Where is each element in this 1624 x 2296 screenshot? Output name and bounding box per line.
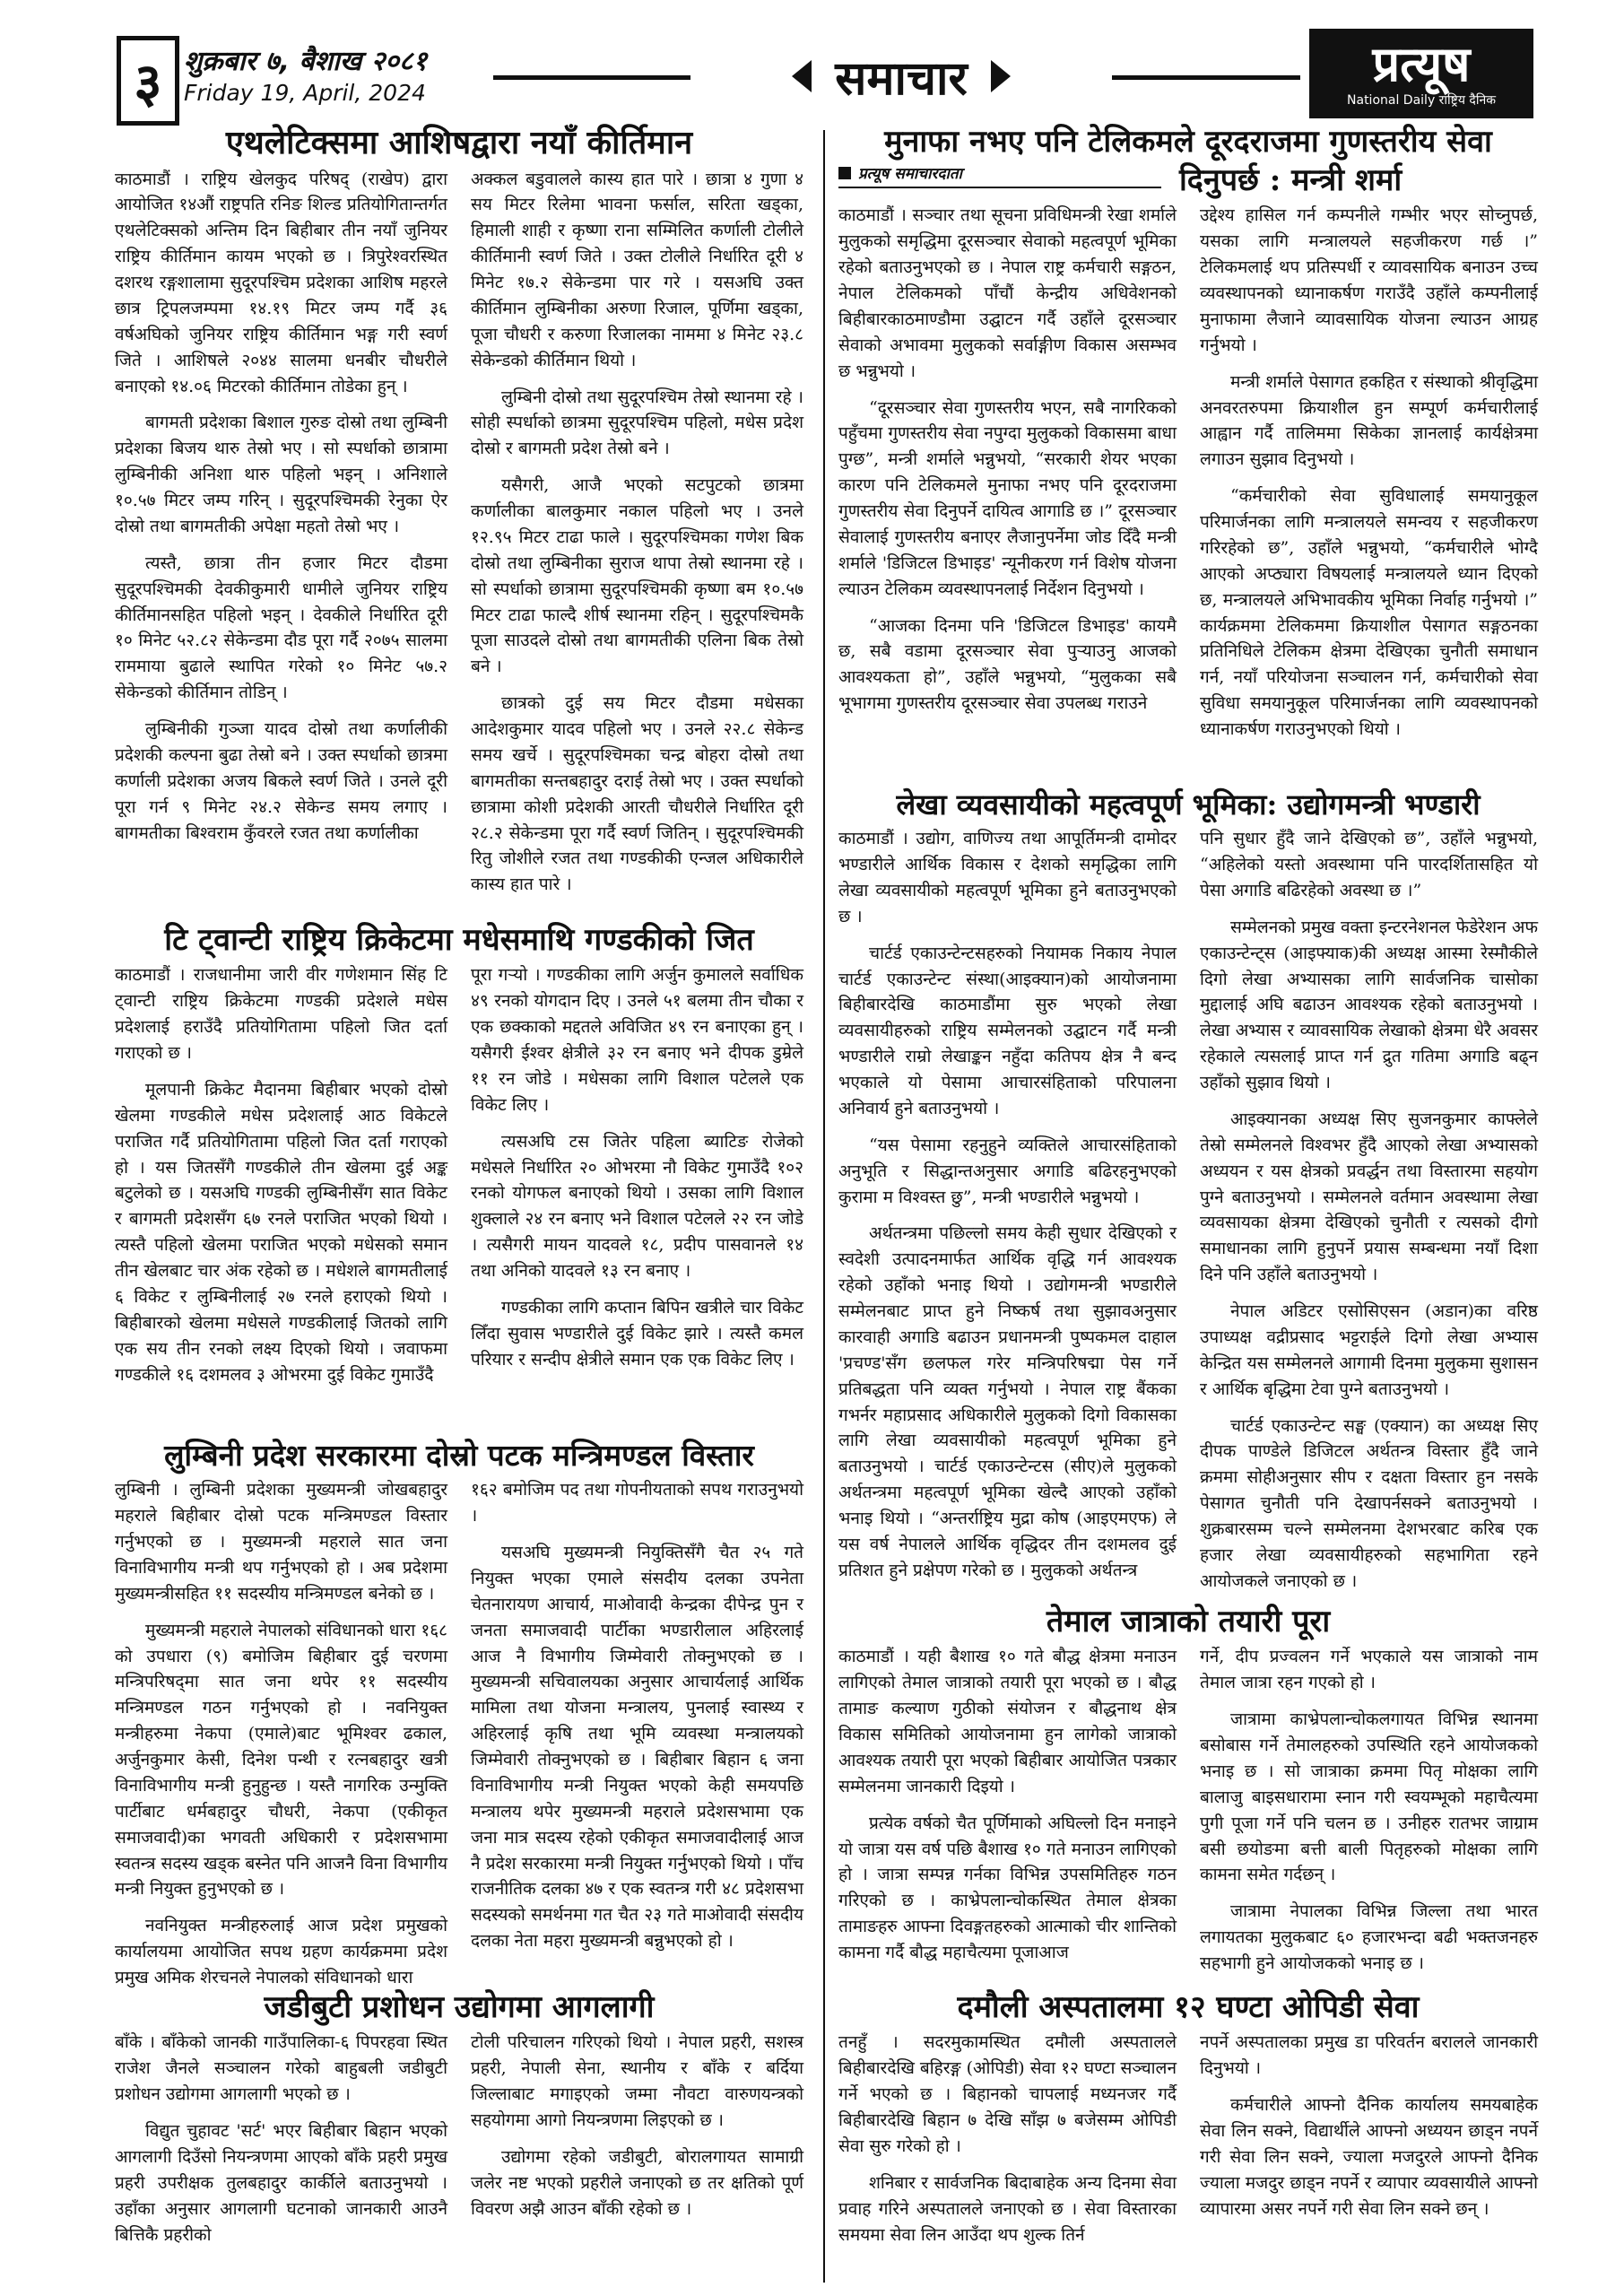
masthead-rule-left <box>493 75 690 80</box>
article-column <box>471 2030 803 2258</box>
paragraph: बाँके । बाँकेको जानकी गाउँपालिका-६ पिपरहवा स्थित राजेश जैनले सञ्चालन गरेको बाहुबली जडीबुटी प्रशोधन उद्योगमा आगलागी भएको छ । <box>115 2032 447 2105</box>
paragraph: “कर्मचारीको सेवा सुविधालाई समयानुकूल परिमार्जनका लागि मन्त्रालयले समन्वय र सहजीकरण गरिरहेको छ”, उहाँले भन्नुभयो, “कर्मचारीले भोग्दै आएको अप्ठ्यारा विषयलाई मन्त्रालयले ध्यान दिएको छ, मन्त्रालयले अभिभावकीय भूमिका निर्वाह गर्नुभयो ।” कार्यक्रममा टेलिकममा क्रियाशील पेसागत सङ्गठनका प्रतिनिधिले टेलिकम क्षेत्रमा देखिएका चुनौती समाधान गर्न, नयाँ परियोजना सञ्चालन गर्न, कर्मचारीको सेवा सुविधा समयानुकूल परिमार्जनका लागि व्यवस्थापनको ध्यानाकर्षण गराउनुभएको थियो । <box>1200 486 1538 740</box>
headline-row <box>838 162 1538 197</box>
paragraph: “दूरसञ्चार सेवा गुणस्तरीय भएन, सबै नागरिकको पहुँचमा गुणस्तरीय सेवा नपुग्दा मुलुकको विकासमा बाधा पुग्छ”, मन्त्री शर्माले भन्नुभयो, “सरकारी शेयर भएका कारण पनि टेलिकमले मुनाफा नभए पनि दूरदराजमा गुणस्तरीय सेवा दिनुपर्ने दायित्व आगाडि छ ।” दूरसञ्चार सेवालाई गुणस्तरीय बनाएर लैजानुपर्नेमा जोड दिँदै मन्त्री शर्माले 'डिजिटल डिभाइड' न्यूनीकरण गर्न विशेष योजना ल्याउन टेलिकम व्यवस्थापनलाई निर्देशन दिनुभयो । <box>838 397 1177 599</box>
arrow-right-icon <box>991 60 1011 92</box>
paragraph: काठमाडौं । राष्ट्रिय खेलकुद परिषद् (राखेप) द्वारा आयोजित १४औं राष्ट्रपति रनिङ शिल्ड प्रतियोगितान्तर्गत एथलेटिक्सको अन्तिम दिन बिहीबार तीन नयाँ जुनियर राष्ट्रिय कीर्तिमान कायम भएको छ । त्रिपुरेश्वरस्थित दशरथ रङ्गशालामा सुदूरपश्चिम प्रदेशका आशिष महरले छात्र ट्रिपलजम्पमा १४.१९ मिटर जम्प गर्दै ३६ वर्षअघिको जुनियर राष्ट्रिय कीर्तिमान भङ्ग गरी स्वर्ण जिते । आशिषले २०४४ सालमा धनबीर चौधरीले बनाएको १४.०६ मिटरको कीर्तिमान तोडेका हुन् । <box>115 169 447 396</box>
article-cricket <box>115 924 803 1398</box>
article-column <box>115 167 447 909</box>
paragraph: “यस पेसामा रहनुहुने व्यक्तिले आचारसंहिताको अनुभूति र सिद्धान्तअनुसार अगाडि बढिरहनुभएको कुरामा म विश्वस्त छु”, मन्त्री भण्डारीले भन्नुभयो । <box>838 1135 1177 1207</box>
article-column <box>838 203 1177 753</box>
paragraph: लुम्बिनीकी गुञ्जा यादव दोस्रो तथा कर्णालीकी प्रदेशकी कल्पना बुढा तेस्रो बने । उक्त स्पर्धाको छात्रमा कर्णाली प्रदेशका अजय बिकले स्वर्ण जिते । उनले दूरी पूरा गर्न ९ मिनेट २४.२ सेकेन्ड समय लगाए । बागमतीका बिश्वराम कुँवरले रजत तथा कर्णालीका <box>115 719 447 843</box>
paragraph: मन्त्री शर्माले पेसागत हकहित र संस्थाको श्रीवृद्धिमा अनवरतरुपमा क्रियाशील हुन सम्पूर्ण कर्मचारीलाई आह्वान गर्दै तालिममा सिकेका ज्ञानलाई कार्यक्षेत्रमा लगाउन सुझाव दिनुभयो । <box>1200 371 1538 470</box>
paragraph: मूलपानी क्रिकेट मैदानमा बिहीबार भएको दोस्रो खेलमा गण्डकीले मधेस प्रदेशलाई आठ विकेटले पराजित गर्दै प्रतियोगितामा पहिलो जित दर्ता गराएको हो । यस जितसँगै गण्डकीले तीन खेलमा दुई अङ्क बटुलेको छ । यसअघि गण्डकी लुम्बिनीसँग सात विकेट र बागमती प्रदेशसँग ६७ रनले पराजित भएको थियो । त्यस्तै पहिलो खेलमा पराजित भएको मधेसको समान तीन खेलबाट चार अंक रहेको छ । मधेशले बागमतीलाई ६ विकेट र लुम्बिनीलाई २७ रनले हराएको थियो । बिहीबारको खेलमा मधेसले गण्डकीलाई जितको लागि एक सय तीन रनको लक्ष्य दिएको थियो । जवाफमा गण्डकीले १६ दशमलव ३ ओभरमा दुई विकेट गुमाउँदै <box>115 1079 447 1385</box>
paragraph: उद्योगमा रहेको जडीबुटी, बोरालगायत सामाग्री जलेर नष्ट भएको प्रहरीले जनाएको छ तर क्षतिको पूर्ण विवरण अझै आउन बाँकी रहेको छ । <box>471 2146 803 2219</box>
paragraph: त्यस्तै, छात्रा तीन हजार मिटर दौडमा सुदूरपश्चिमकी देवकीकुमारी धामीले जुनियर राष्ट्रिय कीर्तिमानसहित पहिलो भइन् । देवकीले निर्धारित दूरी १० मिनेट ५२.८२ सेकेन्डमा दौड पूरा गर्दै २०७५ सालमा राममाया बुढाले स्थापित गरेको १० मिनेट ५७.२ सेकेन्डको कीर्तिमान तोडिन् । <box>115 552 447 703</box>
headline: एथलेटिक्समा आशिषद्वारा नयाँ कीर्तिमान <box>225 124 693 161</box>
article-hospital <box>838 1991 1538 2258</box>
masthead-rule-right <box>1112 75 1300 80</box>
paragraph: जात्रामा नेपालका विभिन्न जिल्ला तथा भारत लगायतका मुलुकबाट ६० हजारभन्दा बढी भक्तजनहरु सहभागी हुने आयोजकको भनाइ छ । <box>1200 1901 1538 1974</box>
paragraph: काठमाडौं । यही बैशाख १० गते बौद्ध क्षेत्रमा मनाउन लागिएको तेमाल जात्राको तयारी पूरा भएको छ । बौद्ध तामाङ कल्याण गुठीको संयोजन र बौद्धनाथ क्षेत्र विकास समितिको आयोजनामा हुन लागेको जात्राको आवश्यक तयारी पूरा भएको बिहीबार आयोजित पत्रकार सम्मेलनमा जानकारी दिइयो । <box>838 1647 1177 1796</box>
article-column <box>115 962 447 1398</box>
paragraph: छात्रको दुई सय मिटर दौडमा मधेसका आदेशकुमार यादव पहिलो भए । उनले २२.८ सेकेन्ड समय खर्चे । सुदूरपश्चिमका चन्द्र बोहरा दोस्रो तथा बागमतीका सन्तबहादुर दराई तेस्रो भए । उक्त स्पर्धाको छात्रामा कोशी प्रदेशकी आरती चौधरीले निर्धारित दूरी २८.२ सेकेन्डमा पूरा गर्दै स्वर्ण जितिन् । सुदूरपश्चिमकी रितु जोशीले रजत तथा गण्डकीकी एन्जल अधिकारीले कास्य हात पारे । <box>471 693 803 895</box>
arrow-left-icon <box>792 60 812 92</box>
column-divider <box>823 130 825 2283</box>
newspaper-logo <box>1309 29 1533 118</box>
byline <box>838 162 1161 188</box>
headline: दमौली अस्पतालमा १२ घण्टा ओपिडी सेवा <box>957 1989 1420 2025</box>
paragraph: बागमती प्रदेशका बिशाल गुरुङ दोस्रो तथा लुम्बिनी प्रदेशका बिजय थारु तेस्रो भए । सो स्पर्धाको छात्रामा लुम्बिनीकी अनिशा थारु पहिलो भइन् । अनिशाले १०.५७ मिटर जम्प गरिन् । सुदूरपश्चिमकी रेनुका ऐर दोस्रो तथा बागमतीकी अपेक्षा महतो तेस्रो भए । <box>115 413 447 536</box>
headline: लुम्बिनी प्रदेश सरकारमा दोस्रो पटक मन्त्रिमण्डल विस्तार <box>164 1438 754 1473</box>
article-athletics <box>115 126 803 909</box>
paragraph: अर्थतन्त्रमा पछिल्लो समय केही सुधार देखिएको र स्वदेशी उत्पादनमार्फत आर्थिक वृद्धि गर्न आवश्यक रहेको उहाँको भनाइ थियो । उद्योगमन्त्री भण्डारीले सम्मेलनबाट प्राप्त हुने निष्कर्ष तथा सुझावअनुसार कारवाही अगाडि बढाउन प्रधानमन्त्री पुष्पकमल दाहाल 'प्रचण्ड'सँग छलफल गरेर मन्त्रिपरिषद्मा पेस गर्ने प्रतिबद्धता पनि व्यक्त गर्नुभयो । नेपाल राष्ट्र बैंकका गभर्नर महाप्रसाद अधिकारीले मुलुकको दिगो विकासका लागि लेखा व्यवसायीको महत्वपूर्ण भूमिका हुने बताउनुभयो । चार्टर्ड एकाउन्टेन्टस (सीए)ले मुलुकको अर्थतन्त्रमा महत्वपूर्ण भूमिका खेल्दै आएको उहाँको भनाइ थियो । “अन्तर्राष्ट्रिय मुद्रा कोष (आइएमएफ) ले यस वर्ष नेपालले आर्थिक वृद्धिदर तीन दशमलव दुई प्रतिशत हुने प्रक्षेपण गरेको छ । मुलुकको अर्थतन्त्र <box>838 1223 1177 1580</box>
paragraph: गण्डकीका लागि कप्तान बिपिन खत्रीले चार विकेट लिँदा सुवास भण्डारीले दुई विकेट झारे । त्यस्तै कमल परियार र सन्दीप क्षेत्रीले समान एक एक विकेट लिए । <box>471 1297 803 1370</box>
date-nepali: शुक्रबार ७, बैशाख २०८१ <box>184 46 428 77</box>
paragraph: सम्मेलनको प्रमुख वक्ता इन्टरनेशनल फेडेरेशन अफ एकाउन्टेन्ट्स (आइफ्याक)की अध्यक्ष आस्मा रेस्मौकीले दिगो लेखा अभ्यासका लागि सार्वजनिक चासोका मुद्दालाई अघि बढाउन आवश्यक रहेको बताउनुभयो । लेखा अभ्यास र व्यावसायिक लेखाको क्षेत्रमा धेरै अवसर रहेकाले त्यसलाई प्राप्त गर्न द्रुत गतिमा अगाडि बढ्न उहाँको सुझाव थियो । <box>1200 917 1538 1093</box>
article-column <box>838 2030 1177 2258</box>
paragraph: १६२ बमोजिम पद तथा गोपनीयताको सपथ गराउनुभयो । <box>471 1480 803 1526</box>
byline-text: प्रत्यूष समाचारदाता <box>858 165 962 184</box>
logo-tagline: National Daily राष्ट्रिय दैनिक <box>1347 92 1496 108</box>
headline: जडीबुटी प्रशोधन उद्योगमा आगलागी <box>264 1989 655 2025</box>
paragraph: गर्ने, दीप प्रज्वलन गर्ने भएकाले यस जात्राको नाम तेमाल जात्रा रहन गएको हो । <box>1200 1647 1538 1693</box>
paragraph: शनिबार र सार्वजनिक बिदाबाहेक अन्य दिनमा सेवा प्रवाह गरिने अस्पतालले जनाएको छ । सेवा विस्तारका समयमा सेवा लिन आउँदा थप शुल्क तिर्न <box>838 2172 1177 2245</box>
headline: तेमाल जात्राको तयारी पूरा <box>1046 1604 1331 1639</box>
paragraph: काठमाडौं । सञ्चार तथा सूचना प्रविधिमन्त्री रेखा शर्माले मुलुकको समृद्धिमा दूरसञ्चार सेवाको महत्वपूर्ण भूमिका रहेको बताउनुभएको छ । नेपाल राष्ट्र कर्मचारी सङ्गठन, नेपाल टेलिकमको पाँचौं केन्द्रीय अधिवेशनको बिहीबारकाठमाण्डौमा उद्घाटन गर्दै उहाँले दूरसञ्चार सेवाको अभावमा मुलुकको सर्वाङ्गीण विकास असम्भव छ भन्नुभयो । <box>838 205 1177 381</box>
article-column <box>115 1477 447 2002</box>
article-column <box>838 826 1177 1605</box>
headline: टि ट्वान्टी राष्ट्रिय क्रिकेटमा मधेसमाथि गण्डकीको जित <box>164 922 754 958</box>
date-english: Friday 19, April, 2024 <box>184 80 426 106</box>
article-body <box>115 167 803 909</box>
article-telecom <box>838 126 1538 753</box>
article-column <box>838 1644 1177 1987</box>
paragraph: अक्कल बडुवालले कास्य हात पारे । छात्रा ४ गुणा ४ सय मिटर रिलेमा भावना फर्साल, सरिता खड्का, हिमाली शाही र कृष्णा राना सम्मिलित कर्णाली टोलीले कीर्तिमानी स्वर्ण जिते । उक्त टोलीले निर्धारित दूरी ४ मिनेट १७.२ सेकेन्डमा पार गरे । यसअघि उक्त कीर्तिमान लुम्बिनीका अरुणा रिजाल, पूर्णिमा खड्का, पूजा चौधरी र करुणा रिजालका नाममा ४ मिनेट २३.८ सेकेन्डको कीर्तिमान थियो । <box>471 169 803 370</box>
article-temal <box>838 1605 1538 1987</box>
article-accounting <box>838 789 1538 1605</box>
article-column <box>471 167 803 909</box>
paragraph: आइक्यानका अध्यक्ष सिए सुजनकुमार काफ्लेले तेस्रो सम्मेलनले विश्वभर हुँदै आएको लेखा अभ्यासको अध्ययन र यस क्षेत्रको प्रवर्द्धन तथा विस्तारमा सहयोग पुग्ने बताउनुभयो । सम्मेलनले वर्तमान अवस्थामा लेखा व्यवसायका क्षेत्रमा देखिएको चुनौती र त्यसको दीगो समाधानका लागि हुनुपर्ने प्रयास सम्बन्धमा नयाँ दिशा दिने पनि उहाँले बताउनुभयो । <box>1200 1109 1538 1285</box>
headline-line-1: मुनाफा नभए पनि टेलिकमले दूरदराजमा गुणस्तरीय सेवा <box>884 124 1492 160</box>
article-column <box>1200 203 1538 753</box>
byline-square-icon <box>838 167 851 179</box>
headline-line-2: दिनुपर्छ : मन्त्री शर्मा <box>1179 162 1403 198</box>
paragraph: यसैगरी, आजै भएको सटपुटको छात्रमा कर्णालीका बालकुमार नकाल पहिलो भए । उनले १२.९५ मिटर टाढा फाले । सुदूरपश्चिमका गणेश बिक दोस्रो तथा लुम्बिनीका सुराज थापा तेस्रो स्थानमा रहे । सो स्पर्धाको छात्रामा सुदूरपश्चिमकी कृष्णा बम १०.५७ मिटर टाढा फाल्दै शीर्ष स्थानमा रहिन् । सुदूरपश्चिमकै पूजा साउदले दोस्रो तथा बागमतीकी एलिना बिक तेस्रो बने । <box>471 475 803 677</box>
paragraph: तनहुँ । सदरमुकामस्थित दमौली अस्पतालले बिहीबारदेखि बहिरङ्ग (ओपिडी) सेवा १२ घण्टा सञ्चालन गर्ने भएको छ । बिहानको चापलाई मध्यनजर गर्दै बिहीबारदेखि बिहान ७ देखि साँझ ७ बजेसम्म ओपिडी सेवा सुरु गरेको हो । <box>838 2032 1177 2156</box>
paragraph: प्रत्येक वर्षको चैत पूर्णिमाको अघिल्लो दिन मनाइने यो जात्रा यस वर्ष पछि बैशाख १० गते मनाउन लागिएको हो । जात्रा सम्पन्न गर्नका विभिन्न उपसमितिहरु गठन गरिएको छ । काभ्रेपलान्चोकस्थित तेमाल क्षेत्रका तामाङहरु आफ्ना दिवङ्गतहरुको आत्माको चीर शान्तिको कामना गर्दै बौद्ध महाचैत्यमा पूजाआज <box>838 1813 1177 1963</box>
paragraph: चार्टर्ड एकाउन्टेन्टसहरुको नियामक निकाय नेपाल चार्टर्ड एकाउन्टेन्ट संस्था(आइक्यान)को आयोजनामा बिहीबारदेखि काठमाडौंमा सुरु भएको लेखा व्यवसायीहरुको राष्ट्रिय सम्मेलनको उद्घाटन गर्दै मन्त्री भण्डारीले राम्रो लेखाङ्कन नहुँदा कतिपय क्षेत्र नै बन्द भएकाले यो पेसामा आचारसंहिताको परिपालना अनिवार्य हुने बताउनुभयो । <box>838 943 1177 1118</box>
paragraph: टोली परिचालन गरिएको थियो । नेपाल प्रहरी, सशस्त्र प्रहरी, नेपाली सेना, स्थानीय र बाँके र बर्दिया जिल्लाबाट मगाइएको जम्मा नौवटा वारुणयन्त्रको सहयोगमा आगो नियन्त्रणमा लिइएको छ । <box>471 2032 803 2131</box>
article-lumbini <box>115 1439 803 2002</box>
logo-name: प्रत्यूष <box>1372 34 1471 92</box>
date-block <box>184 41 569 106</box>
article-body <box>115 962 803 1398</box>
article-column <box>1200 1644 1538 1987</box>
article-body <box>115 1477 803 2002</box>
article-column <box>1200 2030 1538 2258</box>
paragraph: नवनियुक्त मन्त्रीहरुलाई आज प्रदेश प्रमुखको कार्यालयमा आयोजित सपथ ग्रहण कार्यक्रममा प्रदेश प्रमुख अमिक शेरचनले नेपालको संविधानको धारा <box>115 1916 447 1988</box>
paragraph: लुम्बिनी । लुम्बिनी प्रदेशका मुख्यमन्त्री जोखबहादुर महराले बिहीबार दोस्रो पटक मन्त्रिमण्डल विस्तार गर्नुभएको छ । मुख्यमन्त्री महराले सात जना विनाविभागीय मन्त्री थप गर्नुभएको हो । अब प्रदेशमा मुख्यमन्त्रीसहित ११ सदस्यीय मन्त्रिमण्डल बनेको छ । <box>115 1480 447 1604</box>
page-number: ३ <box>117 36 179 126</box>
paragraph: पनि सुधार हुँदै जाने देखिएको छ”, उहाँले भन्नुभयो, “अहिलेको यस्तो अवस्थामा पनि पारदर्शितासहित यो पेसा अगाडि बढिरहेको अवस्था छ ।” <box>1200 829 1538 900</box>
article-column <box>471 962 803 1398</box>
section-label-box <box>699 36 1103 117</box>
paragraph: विद्युत चुहावट 'सर्ट' भएर बिहीबार बिहान भएको आगलागी दिउँसो नियन्त्रणमा आएको बाँके प्रहरी प्रमुख प्रहरी उपरीक्षक तुलबहादुर कार्कीले बताउनुभयो । उहाँका अनुसार आगलागी घटनाको जानकारी आउनै बित्तिकै प्रहरीको <box>115 2121 447 2245</box>
headline: लेखा व्यवसायीको महत्वपूर्ण भूमिका: उद्योगमन्त्री भण्डारी <box>896 787 1481 822</box>
article-herbs <box>115 1991 803 2258</box>
article-body <box>838 203 1538 753</box>
article-column <box>471 1477 803 2002</box>
paragraph: उद्देश्य हासिल गर्न कम्पनीले गम्भीर भएर सोच्नुपर्छ, यसका लागि मन्त्रालयले सहजीकरण गर्छ ।” टेलिकमलाई थप प्रतिस्पर्धी र व्यावसायिक बनाउन उच्च व्यवस्थापनको ध्यानाकर्षण गराउँदै उहाँले कम्पनीलाई मुनाफामा लैजाने व्यावसायिक योजना ल्याउन आग्रह गर्नुभयो । <box>1200 205 1538 355</box>
paragraph: जात्रामा काभ्रेपलान्चोकलगायत विभिन्न स्थानमा बसोबास गर्ने तेमालहरुको उपस्थिति रहने आयोजकको भनाइ छ । सो जात्राका क्रममा पितृ मोक्षका लागि बालाजु बाइसधारामा स्नान गरी स्वयम्भूको महाचैत्यमा पुगी पूजा गर्ने पनि चलन छ । उनीहरु रातभर जाग्राम बसी छयोङमा बत्ती बाली पितृहरुको मोक्षका लागि कामना समेत गर्दछन् । <box>1200 1709 1538 1885</box>
masthead <box>117 36 1533 121</box>
paragraph: त्यसअघि टस जितेर पहिला ब्याटिङ रोजेको मधेसले निर्धारित २० ओभरमा नौ विकेट गुमाउँदै १०२ रनको योगफल बनाएको थियो । उसका लागि विशाल शुक्लाले २४ रन बनाए भने विशाल पटेलले २२ रन जोडे । त्यसैगरी मायन यादवले १८, प्रदीप पासवानले १४ तथा अनिको यादवले १३ रन बनाए । <box>471 1131 803 1282</box>
article-body <box>115 2030 803 2258</box>
paragraph: काठमाडौं । राजधानीमा जारी वीर गणेशमान सिंह टि ट्वान्टी राष्ट्रिय क्रिकेटमा गण्डकी प्रदेशले मधेस प्रदेशलाई हराउँदै प्रतियोगितामा पहिलो जित दर्ता गराएको छ । <box>115 965 447 1064</box>
paragraph: मुख्यमन्त्री महराले नेपालको संविधानको धारा १६८ को उपधारा (९) बमोजिम बिहीबार दुई चरणमा मन्त्रिपरिषद्‌मा सात जना थपेर ११ सदस्यीय मन्त्रिमण्डल गठन गर्नुभएको हो । नवनियुक्त मन्त्रीहरुमा नेकपा (एमाले)बाट भूमिश्वर ढकाल, अर्जुनकुमार केसी, दिनेश पन्थी र रत्नबहादुर खत्री विनाविभागीय मन्त्री हुनुहुन्छ । यस्तै नागरिक उन्मुक्ति पार्टीबाट धर्मबहादुर चौधरी, नेकपा (एकीकृत समाजवादी)का भगवती अधिकारी र प्रदेशसभामा स्वतन्त्र सदस्य खड्क बस्नेत पनि आजनै विना विभागीय मन्त्री नियुक्त हुनुभएको छ । <box>115 1620 447 1900</box>
article-column <box>1200 826 1538 1605</box>
paragraph: नेपाल अडिटर एसोसिएसन (अडान)का वरिष्ठ उपाध्यक्ष वद्रीप्रसाद भट्टराईले दिगो लेखा अभ्यास केन्द्रित यस सम्मेलनले आगामी दिनमा मुलुकमा सुशासन र आर्थिक बृद्धिमा टेवा पुग्ने बताउनुभयो । <box>1200 1301 1538 1399</box>
article-column <box>115 2030 447 2258</box>
section-label: समाचार <box>835 50 968 106</box>
article-body <box>838 1644 1538 1987</box>
paragraph: लुम्बिनी दोस्रो तथा सुदूरपश्चिम तेस्रो स्थानमा रहे । सोही स्पर्धाको छात्रमा सुदूरपश्चिम पहिलो, मधेस प्रदेश दोस्रो र बागमती प्रदेश तेस्रो बने । <box>471 387 803 459</box>
paragraph: काठमाडौं । उद्योग, वाणिज्य तथा आपूर्तिमन्त्री दामोदर भण्डारीले आर्थिक विकास र देशको समृद्धिका लागि लेखा व्यवसायीको महत्वपूर्ण भूमिका हुने बताउनुभएको छ । <box>838 829 1177 926</box>
paragraph: कर्मचारीले आफ्नो दैनिक कार्यालय समयबाहेक सेवा लिन सक्ने, विद्यार्थीले आफ्नो अध्ययन छाड्न नपर्ने गरी सेवा लिन सक्ने, ज्याला मजदुरले आफ्नो दैनिक ज्याला मजदुर छाड्न नपर्ने र व्यापार व्यवसायीले आफ्नो व्यापारमा असर नपर्ने गरी सेवा लिन सक्ने छन् । <box>1200 2095 1538 2219</box>
article-body <box>838 2030 1538 2258</box>
paragraph: पूरा गऱ्यो । गण्डकीका लागि अर्जुन कुमालले सर्वाधिक ४९ रनको योगदान दिए । उनले ५१ बलमा तीन चौका र एक छक्काको मद्दतले अविजित ४९ रन बनाएका हुन् । यसैगरी ईश्वर क्षेत्रीले ३२ रन बनाए भने दीपक डुम्रेले ११ रन जोडे । मधेसका लागि विशाल पटेलले एक विकेट लिए । <box>471 965 803 1115</box>
paragraph: नपर्ने अस्पतालका प्रमुख डा परिवर्तन बरालले जानकारी दिनुभयो । <box>1200 2032 1538 2079</box>
article-body <box>838 826 1538 1605</box>
paragraph: यसअघि मुख्यमन्त्री नियुक्तिसँगै चैत २५ गते नियुक्त भएका एमाले संसदीय दलका उपनेता चेतनारायण आचार्य, माओवादी केन्द्रका दीपेन्द्र पुन र जनता समाजवादी पार्टीका भण्डारीलाल अहिरलाई आज नै विभागीय जिम्मेवारी तोक्नुभएको छ । मुख्यमन्त्री सचिवालयका अनुसार आचार्यलाई आर्थिक मामिला तथा योजना मन्त्रालय, पुनलाई स्वास्थ्य र अहिरलाई कृषि तथा भूमि व्यवस्था मन्त्रालयको जिम्मेवारी तोक्नुभएको छ । बिहीबार बिहान ६ जना विनाविभागीय मन्त्री नियुक्त भएको केही समयपछि मन्त्रालय थपेर मुख्यमन्त्री महराले प्रदेशसभामा एक जना मात्र सदस्य रहेको एकीकृत समाजवादीलाई आज नै प्रदेश सरकारमा मन्त्री नियुक्त गर्नुभएको थियो । पाँच राजनीतिक दलका ४७ र एक स्वतन्त्र गरी ४८ प्रदेशसभा सदस्यको समर्थनमा गत चैत २३ गते माओवादी संसदीय दलका नेता महरा मुख्यमन्त्री बन्नुभएको हो । <box>471 1543 803 1952</box>
paragraph: चार्टर्ड एकाउन्टेन्ट सङ्घ (एक्यान) का अध्यक्ष सिए दीपक पाण्डेले डिजिटल अर्थतन्त्र विस्तार हुँदै जाने क्रममा सोहीअनुसार सीप र दक्षता विस्तार हुन नसके पेसागत चुनौती पनि देखापर्नसक्ने बताउनुभयो । शुक्रबारसम्म चल्ने सम्मेलनमा देशभरबाट करिब एक हजार लेखा व्यवसायीहरुको सहभागिता रहने आयोजकले जनाएको छ । <box>1200 1415 1538 1591</box>
paragraph: “आजका दिनमा पनि 'डिजिटल डिभाइड' कायमै छ, सबै वडामा दूरसञ्चार सेवा पुऱ्याउनु आजको आवश्यकता हो”, उहाँले भन्नुभयो, “मुलुकका सबै भूभागमा गुणस्तरीय दूरसञ्चार सेवा उपलब्ध गराउने <box>838 615 1177 714</box>
